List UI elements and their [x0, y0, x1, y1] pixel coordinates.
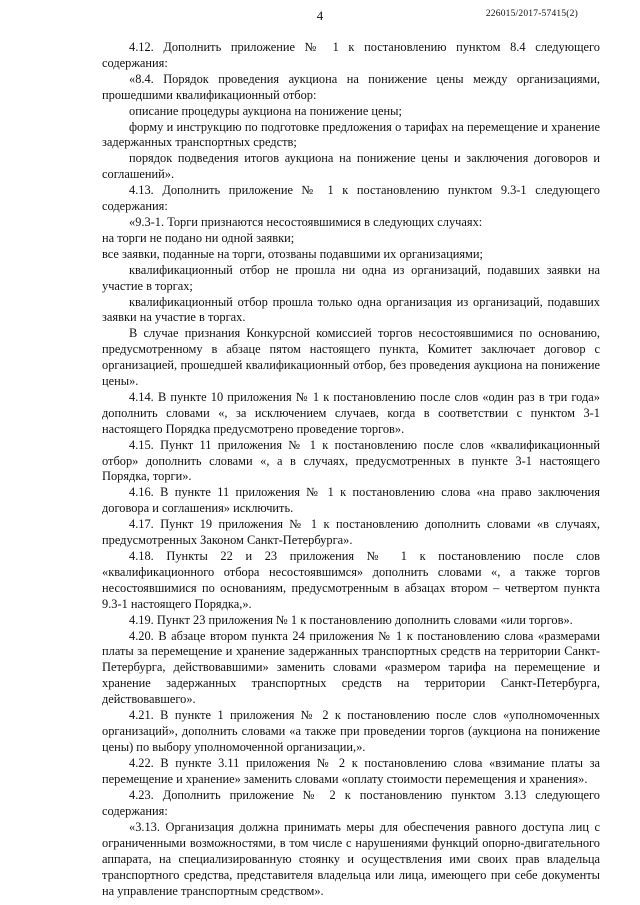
document-code: 226015/2017-57415(2)	[485, 9, 578, 19]
paragraph: 4.13. Дополнить приложение № 1 к постановлению пунктом 9.3-1 следующего содержания:	[102, 183, 600, 214]
paragraph: все заявки, поданные на торги, отозваны подавшими их организациями;	[102, 246, 483, 261]
paragraph: «9.3-1. Торги признаются несостоявшимися в следующих случаях:	[129, 214, 483, 229]
paragraph: 4.23. Дополнить приложение № 2 к постановлению пунктом 3.13 следующего содержания:	[102, 787, 600, 818]
paragraph: 4.16. В пункте 11 приложения № 1 к постановлению слова «на право заключения договора и соглашения» исключить.	[102, 485, 600, 516]
paragraph: «3.13. Организация должна принимать меры для обеспечения равного доступа лиц с ограниченными возможностями, в том числе с нарушениями функций опорно-двигательного аппарата, на специализированную стоянку и осуществления ими своих прав владельца транспортного средства, представителя владельца или лица, имеющего при себе документы на управление транспортным средством».	[102, 820, 600, 899]
paragraph: 4.17. Пункт 19 приложения № 1 к постановлению дополнить словами «в случаях, предусмотренных Законом Санкт-Петербурга».	[102, 517, 600, 548]
page-number: 4	[316, 8, 324, 23]
paragraph: В случае признания Конкурсной комиссией торгов несостоявшимися по основанию, предусмотренному в абзаце пятом настоящего пункта, Комитет заключает договор с организацией, прошедшей квалификационный отбор, без проведения аукциона на понижение цены».	[102, 326, 600, 389]
paragraph: квалификационный отбор не прошла ни одна из организаций, подавших заявки на участие в торгах;	[102, 262, 600, 293]
paragraph: форму и инструкцию по подготовке предложения о тарифах на перемещение и хранение задержанных транспортных средств;	[102, 119, 600, 150]
paragraph: квалификационный отбор прошла только одна организация из организаций, подавших заявки на участие в торгах.	[102, 294, 600, 325]
paragraph: порядок подведения итогов аукциона на понижение цены и заключения договоров и соглашений».	[102, 151, 600, 182]
paragraph: 4.20. В абзаце втором пункта 24 приложения № 1 к постановлению слова «размерами платы за перемещение и хранение задержанных транспортных средств на территории Санкт-Петербурга, действовавшими» заменить словами «размером тарифа на перемещение и хранение задержанных транспортных средств на территории Санкт-Петербурга, действовавшего».	[102, 628, 600, 707]
document-body	[102, 40, 600, 900]
paragraph: 4.22. В пункте 3.11 приложения № 2 к постановлению слова «взимание платы за перемещение и хранение» заменить словами «оплату стоимости перемещения и хранения».	[102, 755, 600, 786]
paragraph: 4.21. В пункте 1 приложения № 2 к постановлению после слов «уполномоченных организаций», дополнить словами «а также при проведении торгов (аукциона на понижение цены) по выбору уполномоченной организации,».	[102, 708, 600, 754]
paragraph: 4.12. Дополнить приложение № 1 к постановлению пунктом 8.4 следующего содержания:	[102, 40, 600, 70]
paragraph: 4.19. Пункт 23 приложения № 1 к постановлению дополнить словами «или торгов».	[129, 612, 573, 627]
paragraph: на торги не подано ни одной заявки;	[102, 230, 295, 245]
paragraph: 4.14. В пункте 10 приложения № 1 к постановлению после слов «один раз в три года» дополнить словами «, за исключением случаев, когда в соответствии с пунктом 3-1 настоящего Порядка предусмотрено проведение торгов».	[102, 389, 600, 436]
paragraph: описание процедуры аукциона на понижение цены;	[129, 103, 402, 118]
paragraph: 4.15. Пункт 11 приложения № 1 к постановлению после слов «квалификационный отбор» дополнить словами «, а в случаях, предусмотренных в пункте 3-1 настоящего Порядка, торги».	[102, 437, 600, 484]
paragraph: «8.4. Порядок проведения аукциона на понижение цены между организациями, прошедшими квалификационный отбор:	[102, 71, 600, 102]
paragraph: 4.18. Пункты 22 и 23 приложения № 1 к постановлению после слов «квалификационного отбора несостоявшимся» дополнить словами «, а также торгов несостоявшимися по основаниям, предусмотренным в абзацах втором – четвертом пункта 9.3-1 настоящего Порядка,».	[102, 549, 600, 611]
